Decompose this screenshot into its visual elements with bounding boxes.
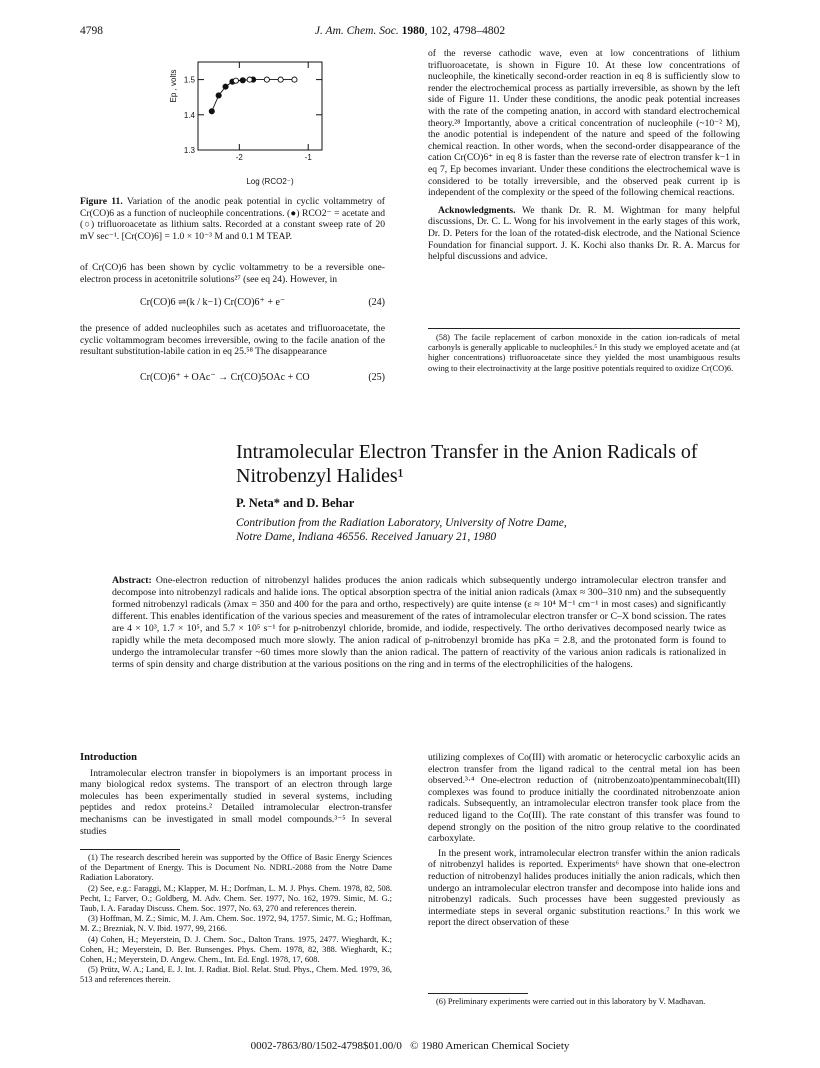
journal-year: 1980 — [401, 25, 425, 37]
footnote-3: (3) Hoffman, M. Z.; Simic, M. J. Am. Chem. Soc. 1972, 94, 1757. Simic, M. G.; Hoffman, M. Z.; Brezniak, N. V. Ibid. 1977, 99, 2166. — [80, 914, 392, 934]
running-header — [0, 25, 820, 37]
footer-copyright: © 1980 American Chemical Society — [410, 1040, 570, 1052]
y-tick-label: 1.3 — [183, 146, 195, 155]
right-col-p1: of the reverse cathodic wave, even at low concentrations of lithium trifluoroacetate, is shown in Figure 10. At these low concentrations of nucleophile, the kinetically second-order reaction in eq 8 is sufficiently slow to render the electrochemical process as partially irreversible, as shown by the left side of Figure 11. Under these conditions, the anodic peak potential increases with the rate of the competing anation, in accord with standard electrochemical theory.²⁸ Importantly, above a critical concentration of nucleophile (~10⁻² M), the anodic potential is independent of the nature and speed of the following chemical reaction. In other words, when the second-order disappearance of the cation Cr(CO)6⁺ in eq 8 is faster than the reverse rate of electron transfer k−1 in eq 7, Ep becomes invariant. Under these conditions the electrochemical wave is considered to be totally irreversible, and the observed peak current ip is independent of the complexity or the speed of the following chemical reactions. — [428, 48, 740, 199]
article-authors: P. Neta* and D. Behar — [236, 496, 355, 510]
footnote-5: (5) Prütz, W. A.; Land, E. J. Int. J. Radiat. Biol. Relat. Stud. Phys., Chem. Med. 1979, 36, 513 and references therein. — [80, 965, 392, 985]
introduction-right — [428, 752, 740, 932]
series-1-point — [216, 93, 221, 98]
introduction-left — [80, 752, 392, 840]
journal-volume-pages: , 102, 4798–4802 — [424, 25, 506, 37]
equation-24-number: (24) — [368, 297, 385, 308]
equation-25-number: (25) — [368, 372, 385, 383]
y-tick-label: 1.4 — [183, 110, 195, 120]
equation-25 — [140, 372, 385, 383]
left-column-paragraph-2 — [80, 323, 385, 361]
left-col-p1: of Cr(CO)6 has been shown by cyclic voltammetry to be a reversible one-electron process in acetonitrile solutions²⁷ (see eq 24). However, in — [80, 262, 385, 285]
page-footer — [0, 1040, 820, 1052]
introduction-heading: Introduction — [80, 752, 137, 763]
abstract-body: One-electron reduction of nitrobenzyl halides produces the anion radicals which subsequently undergo intramolecular electron transfer and decompose into nitrobenzyl radicals and halide ions. The optical absorption spectra of the initial anion radicals (λmax ≈ 300–310 nm) and the subsequently formed nitrobenzyl radicals (λmax = 350 and 400 for the para and ortho, respectively) are quite intense (ε ≈ 10⁴ M⁻¹ cm⁻¹ in most cases) and significantly different. This enables identification of the various species and measurement of the rates of intramolecular electron transfer or C–X bond scission. The rates are 4 × 10³, 1.7 × 10⁵, and 5.7 × 10⁵ s⁻¹ for p-nitrobenzyl chloride, bromide, and iodide, respectively. The ortho derivatives decomposed nearly twice as rapidly while the meta decomposed much more slowly. The anion radical of p-nitrobenzyl bromide has pKa = 2.8, and the protonated form is found to undergo the intramolecular transfer ~60 times more slowly than the anion radical. The pattern of reactivity of the various anion radicals is rationalized in terms of spin density and charge distribution at the various positions on the ring and in terms of the electrophilicities of the halogens. — [112, 575, 726, 670]
article-title-line-2: Nitrobenzyl Halides¹ — [236, 465, 404, 487]
chart-plot-area — [169, 62, 322, 186]
footnote-6 — [428, 997, 740, 1007]
footnote-1: (1) The research described herein was supported by the Office of Basic Energy Sciences of the Department of Energy. This is Document No. NDRL-2088 from the Notre Dame Radiation Laboratory. — [80, 853, 392, 883]
affiliation-line-1: Contribution from the Radiation Laboratory, University of Notre Dame, — [236, 517, 567, 529]
figure-11-caption-text: Variation of the anodic peak potential in cyclic voltammetry of Cr(CO)6 as a function of nucleophile concentrations. (●) RCO2⁻ = acetate and (○) trifluoroacetate as lithium salts. Recorded at a constant sweep rate of 20 mV sec⁻¹. [Cr(CO)6] = 1.0 × 10⁻³ M and 0.1 M TEAP. — [80, 196, 385, 242]
figure-11-caption — [80, 196, 385, 242]
footnote-4: (4) Cohen, H.; Meyerstein, D. J. Chem. Soc., Dalton Trans. 1975, 2477. Wieghardt, K.; Cohen, H.; Meyerstein, D. Ber. Bunsenges. Phys. Chem. 1978, 82, 388. Wieghardt, K.; Cohen, H.; Meyerstein, D. Angew. Chem., Int. Ed. Engl. 1978, 17, 608. — [80, 934, 392, 965]
affiliation-line-2: Notre Dame, Indiana 46556. Received January 21, 1980 — [236, 531, 497, 543]
article-title-line-1: Intramolecular Electron Transfer in the Anion Radicals of — [236, 441, 698, 463]
series-2-point — [233, 78, 238, 83]
figure-11-chart — [110, 52, 370, 192]
footnote-58 — [428, 333, 740, 374]
x-tick-label: -1 — [304, 153, 312, 162]
figure-11-label: Figure 11. — [80, 196, 123, 207]
introduction-right-p1: utilizing complexes of Co(III) with aromatic or heterocyclic carboxylic acids an electron transfer from the ligand radical to the central metal ion has been observed.³·⁴ One-electron reduction of (nitrobenzoato)pentamminecobalt(III) complexes was found to produce initially the coordinated nitrobenzoate anion radicals. Subsequently, an intramolecular electron transfer took place from the reduced ligand to the Co(III). The rate constant of this transfer was found to depend strongly on the position of the nitro group relative to the coordinated carboxylate. — [428, 752, 740, 845]
acknowledgments-heading: Acknowledgments. — [438, 204, 516, 216]
series-2-point — [264, 77, 269, 82]
acknowledgments-body: We thank Dr. R. M. Wightman for many helpful discussions, Dr. C. L. Wong for his involvement in the early stages of this work, Dr. D. Peters for the loan of the rotated-disk electrode, and the National Science Foundation for financial support. J. K. Kochi also thanks Dr. R. A. Marcus for helpful discussions and advice. — [428, 204, 740, 263]
x-tick-label: -2 — [235, 153, 243, 162]
article-title — [236, 440, 756, 488]
article-affiliation — [236, 516, 756, 544]
right-column-paragraph-1 — [428, 48, 740, 266]
introduction-right-p2: In the present work, intramolecular electron transfer within the anion radicals of nitrobenzyl halides is reported. Experiments⁶ have shown that one-electron reduction of nitrobenzyl halides produces initially the anion radicals, which then undergo an intramolecular electron transfer and decompose into halide ions and nitrobenzyl radicals. Such processes have been suggested previously as intermediate steps in several organic substitution reactions.⁷ In this work we report the direct observation of these — [428, 847, 740, 929]
equation-24-text: Cr(CO)6 ⇌(k / k−1) Cr(CO)6⁺ + e⁻ — [140, 297, 286, 308]
footnotes-left — [80, 853, 392, 986]
introduction-left-p1: Intramolecular electron transfer in biopolymers is an important process in many biological redox systems. The transport of an electron through large molecules has been experimentally studied in several systems, including peptides and redox proteins.² Detailed intramolecular electron-transfer mechanisms can be investigated in small model compounds.³⁻⁵ In several studies — [80, 767, 392, 837]
footnote-58-text: (58) The facile replacement of carbon monoxide in the cation ion-radicals of metal carbonyls is generally applicable to nucleophiles.⁵ In this study we employed acetate and (at higher concentrations) trifluoroacetate since they yielded the most unambiguous results owing to their electroinactivity at the large positive potentials required to oxidize Cr(CO)6. — [428, 333, 740, 373]
y-tick-label: 1.5 — [183, 75, 195, 85]
footnote-divider-left — [80, 849, 180, 850]
footnote-divider-right-top — [428, 328, 740, 329]
abstract — [112, 575, 726, 671]
footer-code: 0002-7863/80/1502-4798$01.00/0 — [250, 1040, 402, 1052]
left-col-p2: the presence of added nucleophiles such as acetates and trifluoroacetate, the cyclic voltammogram becomes irreversible, owing to the facile anation of the resultant substitution-labile cation in eq 25.⁵⁸ The disappearance — [80, 323, 385, 358]
page-number: 4798 — [80, 25, 103, 37]
y-axis-label: Ep , volts — [169, 69, 178, 103]
series-1-point — [209, 109, 214, 114]
footnote-6-text: (6) Preliminary experiments were carried out in this laboratory by V. Madhavan. — [436, 997, 706, 1006]
abstract-heading: Abstract: — [112, 575, 152, 586]
acknowledgments — [428, 205, 740, 263]
left-column-paragraph-1 — [80, 262, 385, 288]
footnote-2: (2) See, e.g.: Faraggi, M.; Klapper, M. H.; Dorfman, L. M. J. Phys. Chem. 1978, 82, 508. Pecht, I.; Farver, O.; Goldberg, M. Adv. Chem. Ser. 1977, No. 162, 1979. Simic, M. G.; Taub, I. A. Faraday Discuss. Chem. Soc. 1977, No. 63, 270 and references therein. — [80, 883, 392, 914]
journal-name: J. Am. Chem. Soc. — [314, 25, 399, 37]
equation-25-text: Cr(CO)6⁺ + OAc⁻ → Cr(CO)5OAc + CO — [140, 372, 310, 383]
series-2-point — [247, 77, 252, 82]
equation-24 — [140, 297, 385, 308]
x-axis-label: Log (RCO2⁻) — [246, 177, 294, 186]
series-1-point — [223, 84, 228, 89]
footnote-divider-right — [428, 993, 528, 994]
chart-frame — [198, 62, 322, 150]
series-2-point — [292, 77, 297, 82]
series-2-point — [278, 77, 283, 82]
